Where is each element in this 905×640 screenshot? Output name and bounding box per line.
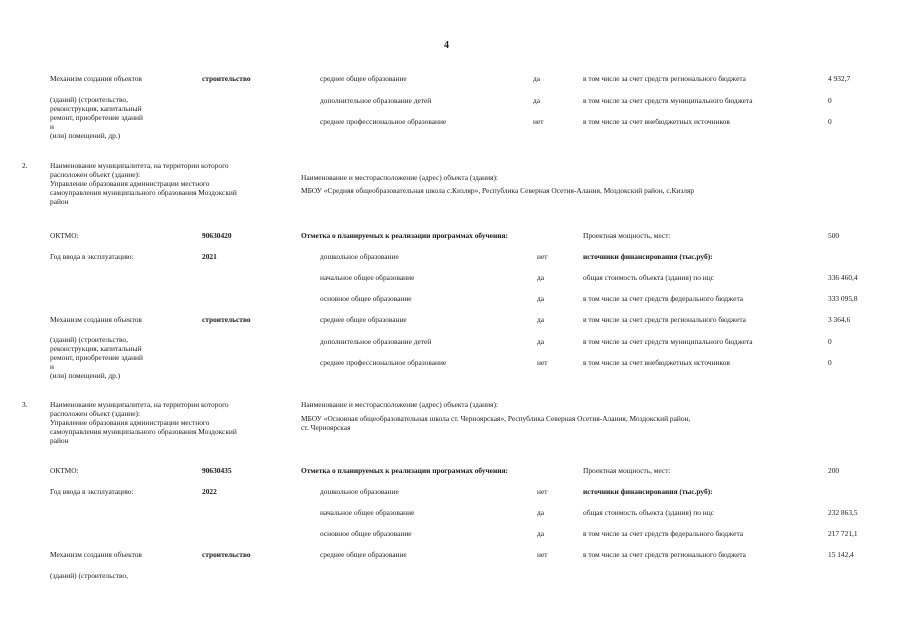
- capacity-value: 500: [828, 231, 840, 240]
- mechanism-label: Механизм создания объектов: [50, 74, 142, 83]
- program-flag: нет: [537, 252, 548, 261]
- program-flag: да: [537, 294, 545, 303]
- program-flag: да: [533, 96, 541, 105]
- program-flag: нет: [537, 550, 548, 559]
- object-label: Наименование и месторасположение (адрес) объекта (здания):: [301, 400, 498, 409]
- oktmo-value: 90630420: [202, 231, 232, 240]
- program-flag: да: [537, 337, 545, 346]
- program-name: дошкольное образование: [320, 252, 399, 261]
- finance-header: источники финансирования (тыс.руб):: [583, 487, 713, 496]
- capacity-value: 200: [828, 466, 840, 475]
- finance-amount: 0: [828, 96, 832, 105]
- program-name: дополнительное образование детей: [320, 337, 432, 346]
- finance-label: в том числе за счет средств муниципального бюджета: [583, 337, 753, 346]
- program-flag: да: [537, 508, 545, 517]
- program-name: среднее профессиональное образование: [320, 358, 447, 367]
- mechanism-value: строительство: [202, 315, 251, 324]
- object-value: МБОУ «Средняя общеобразовательная школа с.Кизляр», Республика Северная Осетия-Алания, Моздокский район, с.Кизляр: [301, 186, 695, 195]
- programs-header: Отметка о планируемых к реализации программах обучения:: [301, 466, 508, 475]
- finance-label: в том числе за счет средств федерального бюджета: [583, 529, 744, 538]
- program-name: основное общее образование: [320, 294, 412, 303]
- object-value: МБОУ «Основная общеобразовательная школа ст. Черноярская», Республика Северная Осетия-Алания, Моздокский район, ст. Черноярская: [301, 414, 691, 433]
- program-name: среднее общее образование: [320, 315, 407, 324]
- mechanism-label: Механизм создания объектов: [50, 550, 142, 559]
- municipality-label: Наименование муниципалитета, на территории которого расположен объект (здание): Управление образования администрации местного самоуправления муниципального образования Моздокский район: [50, 400, 237, 446]
- program-name: начальное общее образование: [320, 273, 415, 282]
- mechanism-note: (зданий) (строительство, реконструкция, капитальный ремонт, приобретение зданий и (или) помещений, др.): [50, 335, 143, 381]
- finance-label: в том числе за счет средств муниципального бюджета: [583, 96, 753, 105]
- oktmo-value: 90630435: [202, 466, 232, 475]
- finance-label: в том числе за счет средств регионального бюджета: [583, 315, 746, 324]
- mechanism-note: (зданий) (строительство,: [50, 571, 128, 580]
- object-label: Наименование и месторасположение (адрес) объекта (здания):: [301, 173, 498, 182]
- municipality-label: Наименование муниципалитета, на территории которого расположен объект (здание): Управление образования администрации местного самоуправления муниципального образования Моздокский район: [50, 161, 237, 207]
- program-name: среднее общее образование: [320, 74, 407, 83]
- finance-amount: 0: [828, 337, 832, 346]
- finance-amount: 4 932,7: [828, 74, 851, 83]
- program-flag: да: [537, 315, 545, 324]
- mechanism-label: Механизм создания объектов: [50, 315, 142, 324]
- year-label: Год ввода в эксплуатацию:: [50, 487, 134, 496]
- finance-amount: 0: [828, 358, 832, 367]
- program-name: основное общее образование: [320, 529, 412, 538]
- finance-amount: 0: [828, 117, 832, 126]
- finance-amount: 15 142,4: [828, 550, 854, 559]
- oktmo-label: ОКТМО:: [50, 231, 79, 240]
- finance-amount: 232 863,5: [828, 508, 858, 517]
- year-label: Год ввода в эксплуатацию:: [50, 252, 134, 261]
- program-flag: нет: [537, 487, 548, 496]
- finance-label: в том числе за счет внебюджетных источников: [583, 117, 730, 126]
- program-flag: да: [533, 74, 541, 83]
- finance-amount: 3 364,6: [828, 315, 851, 324]
- finance-label: в том числе за счет внебюджетных источников: [583, 358, 730, 367]
- program-flag: да: [537, 529, 545, 538]
- program-name: среднее общее образование: [320, 550, 407, 559]
- program-name: дополнительное образование детей: [320, 96, 432, 105]
- finance-label: в том числе за счет средств федерального бюджета: [583, 294, 744, 303]
- mechanism-value: строительство: [202, 74, 251, 83]
- program-flag: да: [537, 273, 545, 282]
- page-number: 4: [444, 40, 449, 51]
- mechanism-note: (зданий) (строительство, реконструкция, капитальный ремонт, приобретение зданий и (или) помещений, др.): [50, 95, 143, 141]
- program-name: начальное общее образование: [320, 508, 415, 517]
- finance-label: в том числе за счет средств регионального бюджета: [583, 74, 746, 83]
- year-value: 2021: [202, 252, 217, 261]
- capacity-label: Проектная мощность, мест:: [583, 231, 671, 240]
- year-value: 2022: [202, 487, 217, 496]
- finance-amount: 217 721,1: [828, 529, 858, 538]
- finance-label: общая стоимость объекта (здания) по нцс: [583, 273, 714, 282]
- finance-amount: 336 460,4: [828, 273, 858, 282]
- finance-label: общая стоимость объекта (здания) по нцс: [583, 508, 714, 517]
- program-name: дошкольное образование: [320, 487, 399, 496]
- program-name: среднее профессиональное образование: [320, 117, 447, 126]
- finance-label: в том числе за счет средств регионального бюджета: [583, 550, 746, 559]
- program-flag: нет: [537, 358, 548, 367]
- item-number: 2.: [22, 161, 28, 170]
- finance-header: источники финансирования (тыс.руб):: [583, 252, 713, 261]
- item-number: 3.: [22, 400, 28, 409]
- programs-header: Отметка о планируемых к реализации программах обучения:: [301, 231, 508, 240]
- program-flag: нет: [533, 117, 544, 126]
- mechanism-value: строительство: [202, 550, 251, 559]
- oktmo-label: ОКТМО:: [50, 466, 79, 475]
- capacity-label: Проектная мощность, мест:: [583, 466, 671, 475]
- finance-amount: 333 095,8: [828, 294, 858, 303]
